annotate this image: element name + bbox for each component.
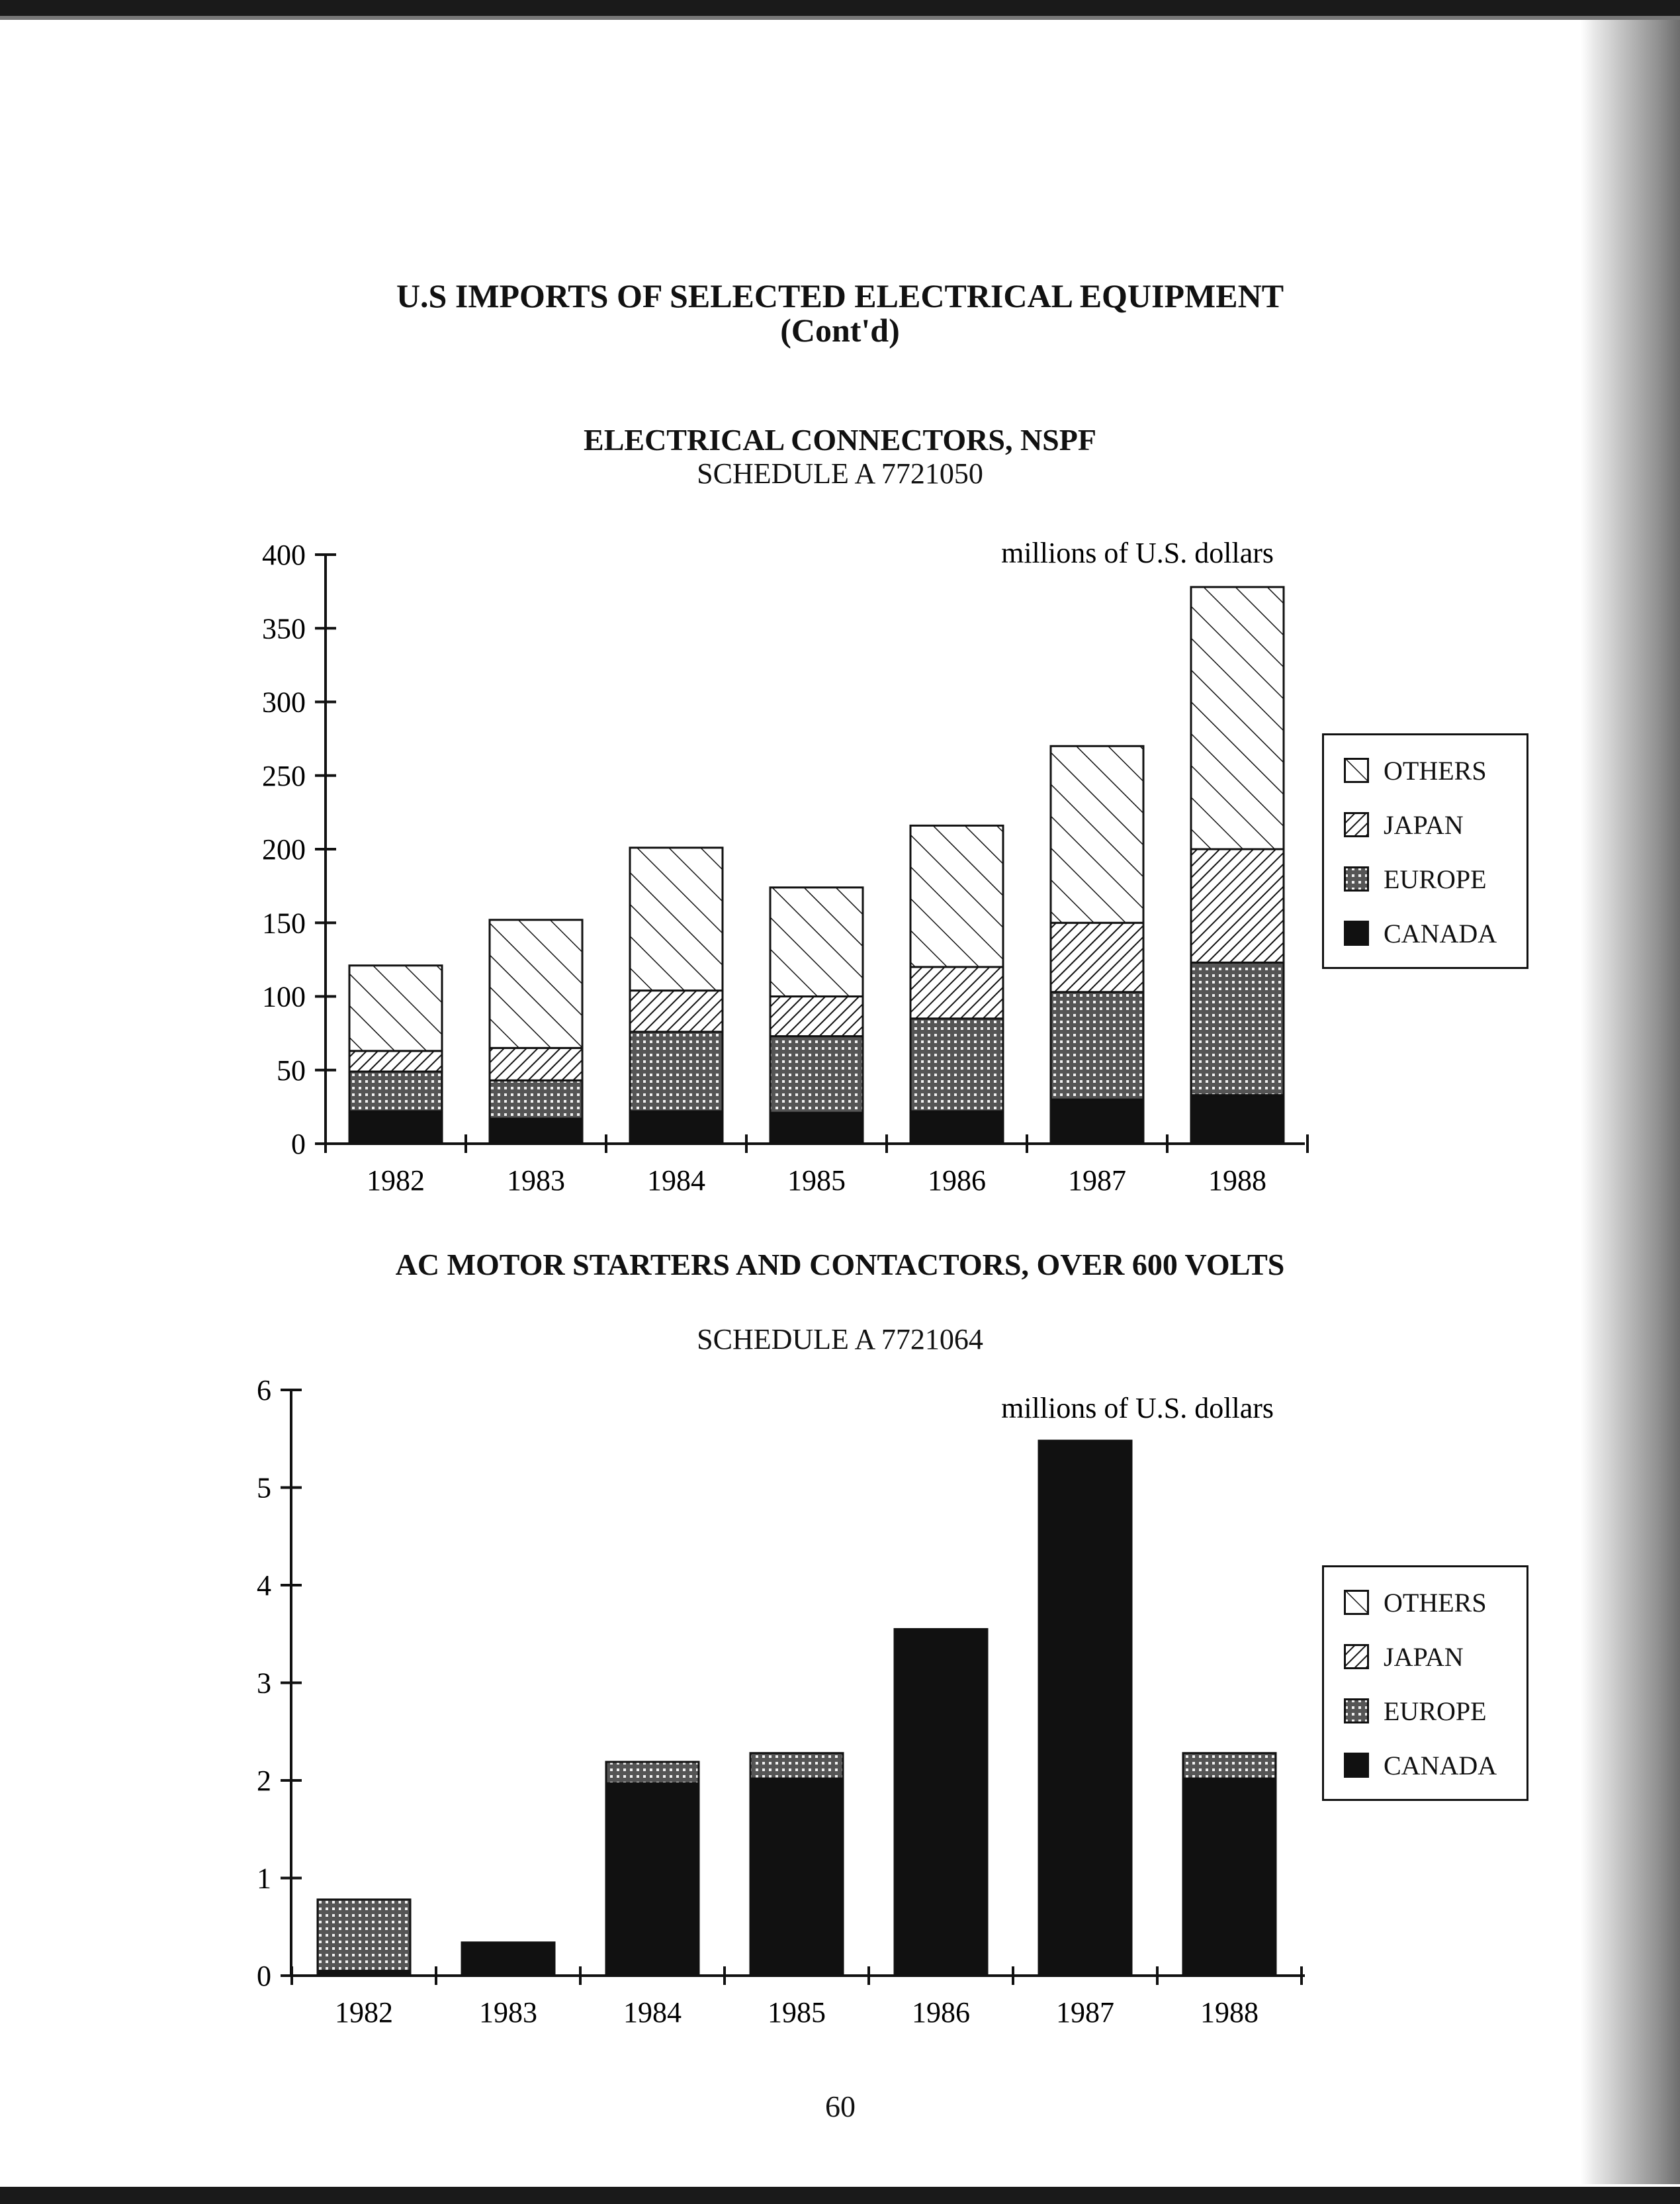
y-tick-label: 3 [257,1667,271,1700]
bar-segment-others-1984 [630,848,723,991]
bar-segment-others-1986 [910,825,1003,967]
others-swatch-icon [1344,1590,1369,1615]
bar-segment-canada-1984 [606,1783,699,1976]
japan-swatch-icon [1344,1644,1369,1669]
bar-segment-europe-1983 [490,1080,582,1119]
bar-segment-japan-1983 [490,1048,582,1080]
canada-swatch-icon [1344,1753,1369,1778]
y-tick-label: 350 [262,612,306,645]
y-tick-label: 300 [262,686,306,719]
bar-segment-europe-1985 [770,1036,863,1113]
x-tick-label: 1983 [507,1164,565,1191]
legend-item-others [1324,743,1526,798]
y-tick-label: 1 [257,1862,271,1895]
y-tick-label: 0 [291,1128,306,1160]
bar-segment-europe-1987 [1051,992,1143,1099]
bar-segment-canada-1988 [1183,1778,1276,1976]
legend-label: EUROPE [1384,864,1487,894]
page-title: U.S IMPORTS OF SELECTED ELECTRICAL EQUIPMENT [396,277,1284,314]
bar-segment-others-1988 [1191,587,1284,849]
bar-segment-canada-1982 [349,1111,442,1144]
canada-swatch-icon [1344,921,1369,946]
unit-label: millions of U.S. dollars [1001,1392,1274,1424]
scan-top-edge [0,0,1680,20]
scan-bottom-edge [0,2187,1680,2204]
x-tick-label: 1988 [1208,1164,1266,1191]
x-tick-label: 1982 [335,1996,393,2029]
bar-segment-canada-1986 [910,1111,1003,1144]
legend-label: CANADA [1384,1750,1497,1780]
bar-segment-japan-1985 [770,997,863,1036]
x-tick-label: 1986 [928,1164,986,1191]
y-tick-label: 6 [257,1374,271,1406]
x-tick-label: 1986 [912,1996,970,2029]
bar-segment-europe-1988 [1183,1753,1276,1778]
legend-label: JAPAN [1384,1641,1464,1672]
bar-segment-canada-1983 [490,1119,582,1144]
legend-item-canada [1324,906,1526,960]
bar-segment-japan-1988 [1191,849,1284,962]
x-tick-label: 1987 [1068,1164,1126,1191]
y-tick-label: 4 [257,1569,271,1602]
europe-swatch-icon [1344,1698,1369,1723]
chart1-legend [1322,733,1528,969]
y-tick-label: 200 [262,833,306,866]
chart2-legend [1322,1565,1528,1801]
bar-segment-japan-1987 [1051,923,1143,992]
bar-segment-europe-1984 [630,1032,723,1111]
legend-item-europe [1324,852,1526,906]
legend-label: EUROPE [1384,1696,1487,1726]
bar-segment-europe-1985 [750,1753,843,1778]
x-tick-label: 1987 [1056,1996,1114,2029]
y-tick-label: 2 [257,1765,271,1797]
bar-segment-europe-1982 [318,1900,410,1971]
y-tick-label: 100 [262,980,306,1013]
bar-segment-japan-1982 [349,1051,442,1072]
bar-segment-japan-1984 [630,991,723,1032]
x-tick-label: 1985 [768,1996,826,2029]
bar-segment-europe-1986 [910,1019,1003,1111]
japan-swatch-icon [1344,812,1369,837]
unit-label: millions of U.S. dollars [1001,537,1274,569]
legend-item-others [1324,1575,1526,1630]
page-subtitle: (Cont'd) [780,312,900,349]
bar-segment-canada-1987 [1051,1099,1143,1144]
bar-segment-canada-1984 [630,1111,723,1144]
europe-swatch-icon [1344,866,1369,892]
y-tick-label: 0 [257,1960,271,1992]
bar-segment-others-1987 [1051,746,1143,923]
bar-segment-canada-1983 [462,1943,554,1976]
legend-item-japan [1324,1630,1526,1684]
x-tick-label: 1982 [367,1164,425,1191]
bar-segment-europe-1982 [349,1072,442,1111]
y-tick-label: 150 [262,907,306,940]
y-tick-label: 250 [262,759,306,792]
x-tick-label: 1984 [623,1996,682,2029]
chart1-subtitle: SCHEDULE A 7721050 [697,457,983,490]
legend-label: CANADA [1384,918,1497,948]
bar-segment-canada-1985 [750,1778,843,1976]
bar-segment-europe-1988 [1191,962,1284,1095]
bar-segment-canada-1987 [1039,1441,1131,1976]
legend-label: OTHERS [1384,1587,1487,1618]
x-tick-label: 1984 [647,1164,705,1191]
bar-segment-others-1985 [770,888,863,997]
chart1-title: ELECTRICAL CONNECTORS, NSPF [584,423,1096,457]
y-tick-label: 400 [262,539,306,571]
bar-segment-canada-1985 [770,1113,863,1144]
others-swatch-icon [1344,758,1369,783]
chart2-subtitle: SCHEDULE A 7721064 [697,1323,983,1355]
y-tick-label: 50 [277,1054,306,1087]
legend-item-japan [1324,798,1526,852]
bar-segment-europe-1984 [606,1762,699,1783]
x-tick-label: 1983 [479,1996,537,2029]
legend-item-canada [1324,1738,1526,1792]
bar-segment-canada-1986 [895,1629,987,1976]
chart2-title: AC MOTOR STARTERS AND CONTACTORS, OVER 600 VOLTS [395,1248,1285,1281]
bar-segment-others-1983 [490,920,582,1048]
bar-segment-canada-1988 [1191,1095,1284,1144]
page-number: 60 [825,2089,856,2123]
bar-segment-japan-1986 [910,967,1003,1019]
bar-segment-others-1982 [349,966,442,1051]
x-tick-label: 1988 [1200,1996,1259,2029]
legend-item-europe [1324,1684,1526,1738]
legend-label: JAPAN [1384,809,1464,840]
legend-label: OTHERS [1384,755,1487,786]
y-tick-label: 5 [257,1471,271,1504]
x-tick-label: 1985 [787,1164,846,1191]
